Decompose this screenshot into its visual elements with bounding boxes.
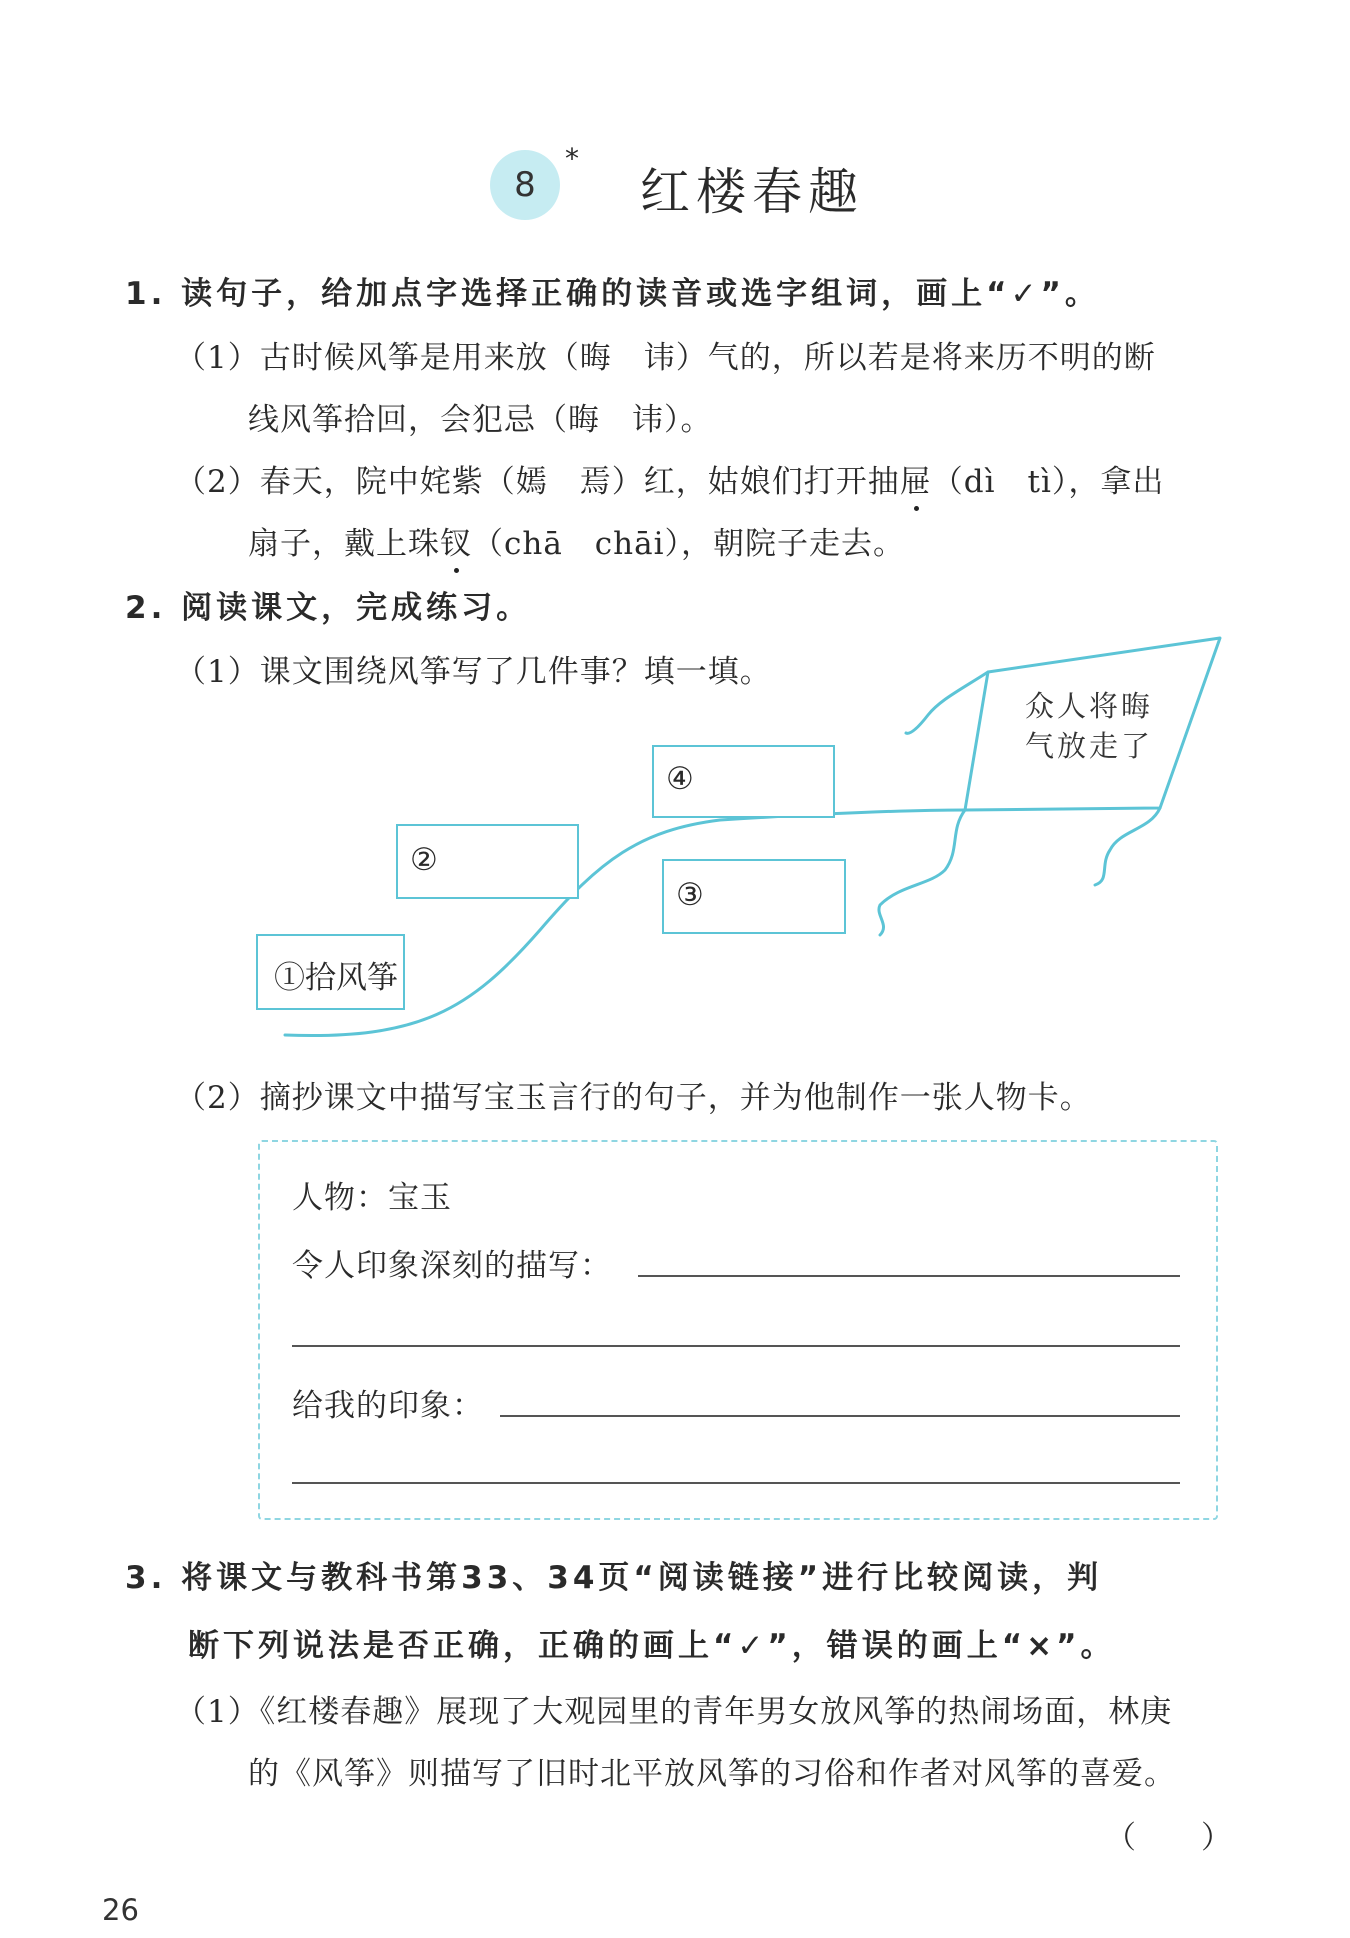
kite-box-label: ②: [410, 842, 438, 878]
kite-box-4[interactable]: [652, 745, 835, 818]
lesson-star: *: [565, 142, 579, 175]
lesson-number: 8: [514, 165, 536, 205]
q1-item2-text-a: （2）春天，院中姹紫（嫣 焉）红，姑娘们打开抽: [175, 464, 900, 500]
q1-item2-text-c: 扇子，戴上珠: [248, 526, 440, 562]
q2-sub2: （2）摘抄课文中描写宝玉言行的句子，并为他制作一张人物卡。: [175, 1080, 1092, 1116]
q3-heading-line1: 3. 将课文与教科书第33、34页“阅读链接”进行比较阅读，判: [125, 1560, 1103, 1596]
q1-item2-text-b: （dì tì），拿出: [931, 464, 1165, 500]
kite-box-label: ④: [666, 761, 694, 797]
answer-line-1[interactable]: [638, 1275, 1180, 1277]
kite-box-1[interactable]: [256, 934, 405, 1010]
kite-tail-right: [1095, 808, 1160, 885]
kite-box-label: ①拾风筝: [274, 960, 398, 996]
answer-line-3[interactable]: [500, 1415, 1180, 1417]
kite-tail-bottom: [879, 810, 965, 935]
q1-heading: 1. 读句子，给加点字选择正确的读音或选字组词，画上“✓”。: [125, 276, 1100, 312]
q1-item1-line1: （1）古时候风筝是用来放（晦 讳）气的，所以若是将来历不明的断: [175, 340, 1156, 376]
q2-heading: 2. 阅读课文，完成练习。: [125, 590, 532, 626]
q3-heading-line2: 断下列说法是否正确，正确的画上“✓”，错误的画上“×”。: [188, 1628, 1116, 1664]
kite-tail-left: [906, 672, 988, 733]
card-impressive-label: 令人印象深刻的描写：: [292, 1248, 612, 1284]
answer-line-4[interactable]: [292, 1482, 1180, 1484]
card-impression-label: 给我的印象：: [292, 1388, 484, 1424]
page-title: 红楼春趣: [640, 163, 864, 221]
q1-item2-text-d: （chā chāi），朝院子走去。: [472, 526, 906, 562]
kite-box-3[interactable]: [662, 859, 846, 934]
q3-item1-line2: 的《风筝》则描写了旧时北平放风筝的习俗和作者对风筝的喜爱。: [248, 1756, 1176, 1792]
kite-text: [1025, 686, 1153, 766]
answer-line-2[interactable]: [292, 1345, 1180, 1347]
q3-item1-answer-parens[interactable]: （ ）: [1105, 1820, 1233, 1856]
kite-text-line1: 众人将晦: [1025, 689, 1154, 723]
dotted-char-chai: 钗: [440, 518, 472, 563]
card-person: 人物：宝玉: [292, 1180, 452, 1216]
kite-text-line2: 气放走了: [1025, 729, 1154, 763]
dotted-char-ti: 屉: [900, 456, 932, 501]
kite-box-2[interactable]: [396, 824, 579, 899]
q3-item1-line1: （1）《红楼春趣》展现了大观园里的青年男女放风筝的热闹场面，林庚: [175, 1694, 1173, 1730]
kite-box-label: ③: [676, 877, 704, 913]
q2-sub1: （1）课文围绕风筝写了几件事？填一填。: [175, 654, 772, 690]
page-number: 26: [102, 1893, 139, 1927]
q1-item1-line2: 线风筝拾回，会犯忌（晦 讳）。: [248, 402, 713, 438]
